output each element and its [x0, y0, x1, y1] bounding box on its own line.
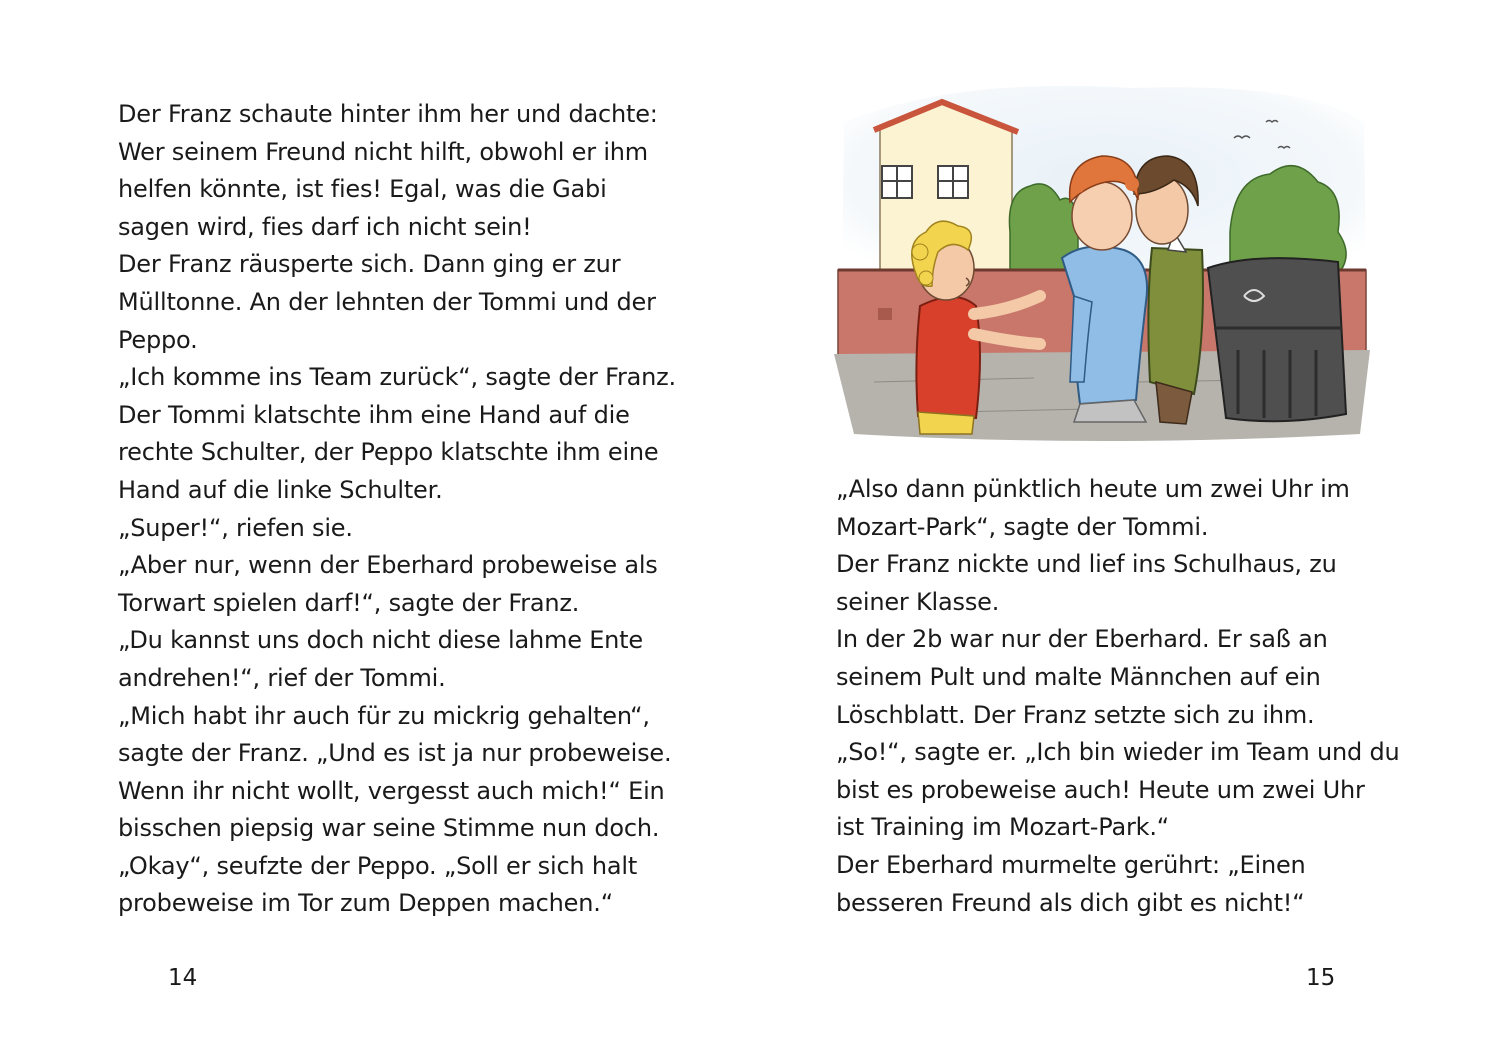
text-line: Peppo.	[118, 325, 198, 354]
text-line: seinem Pult und malte Männchen auf ein	[836, 662, 1321, 691]
text-line: rechte Schulter, der Peppo klatschte ihm eine	[118, 438, 659, 467]
text-line: helfen könnte, ist fies! Egal, was die Gabi	[118, 175, 607, 204]
text-line: Wer seinem Freund nicht hilft, obwohl er ihm	[118, 137, 648, 166]
text-line: „Ich komme ins Team zurück“, sagte der Franz.	[118, 363, 676, 392]
text-line: „Du kannst uns doch nicht diese lahme Ente	[118, 626, 643, 655]
text-line: „Aber nur, wenn der Eberhard probeweise als	[118, 551, 658, 580]
text-line: Der Franz schaute hinter ihm her und dachte:	[118, 100, 658, 128]
right-page-text	[836, 471, 1400, 922]
text-line: Hand auf die linke Schulter.	[118, 475, 443, 504]
text-line: Wenn ihr nicht wollt, vergesst auch mich!“ Ein	[118, 776, 665, 805]
text-line: probeweise im Tor zum Deppen machen.“	[118, 889, 613, 918]
text-line: ist Training im Mozart-Park.“	[836, 813, 1169, 842]
text-line: „Also dann pünktlich heute um zwei Uhr im	[836, 475, 1350, 503]
text-line: „Super!“, riefen sie.	[118, 513, 353, 542]
text-line: bist es probeweise auch! Heute um zwei Uhr	[836, 775, 1365, 804]
page-number-right: 15	[1306, 965, 1336, 991]
text-line: besseren Freund als dich gibt es nicht!“	[836, 888, 1305, 917]
text-line: „So!“, sagte er. „Ich bin wieder im Team und du	[836, 738, 1400, 767]
text-line: Mozart-Park“, sagte der Tommi.	[836, 512, 1209, 541]
text-line: bisschen piepsig war seine Stimme nun doch.	[118, 814, 660, 843]
text-line: andrehen!“, rief der Tommi.	[118, 663, 446, 692]
text-line: sagen wird, fies darf ich nicht sein!	[118, 212, 532, 241]
text-line: In der 2b war nur der Eberhard. Er saß an	[836, 625, 1328, 654]
text-line: Der Franz nickte und lief ins Schulhaus, zu	[836, 550, 1337, 579]
left-page-text	[118, 96, 676, 923]
text-line: „Mich habt ihr auch für zu mickrig gehalten“,	[118, 701, 650, 730]
text-line: Der Franz räusperte sich. Dann ging er zur	[118, 250, 621, 279]
right-page	[750, 0, 1500, 1064]
text-line: Der Eberhard murmelte gerührt: „Einen	[836, 850, 1306, 879]
text-line: Mülltonne. An der lehnten der Tommi und der	[118, 287, 656, 316]
page-number-left: 14	[168, 965, 198, 991]
text-line: seiner Klasse.	[836, 587, 1000, 616]
text-line: Löschblatt. Der Franz setzte sich zu ihm.	[836, 700, 1315, 729]
text-line: „Okay“, seufzte der Peppo. „Soll er sich halt	[118, 851, 638, 880]
text-line: Torwart spielen darf!“, sagte der Franz.	[118, 588, 580, 617]
text-line: sagte der Franz. „Und es ist ja nur probeweise.	[118, 739, 672, 768]
three-boys-at-wall-illustration	[834, 82, 1370, 444]
text-line: Der Tommi klatschte ihm eine Hand auf die	[118, 400, 630, 429]
